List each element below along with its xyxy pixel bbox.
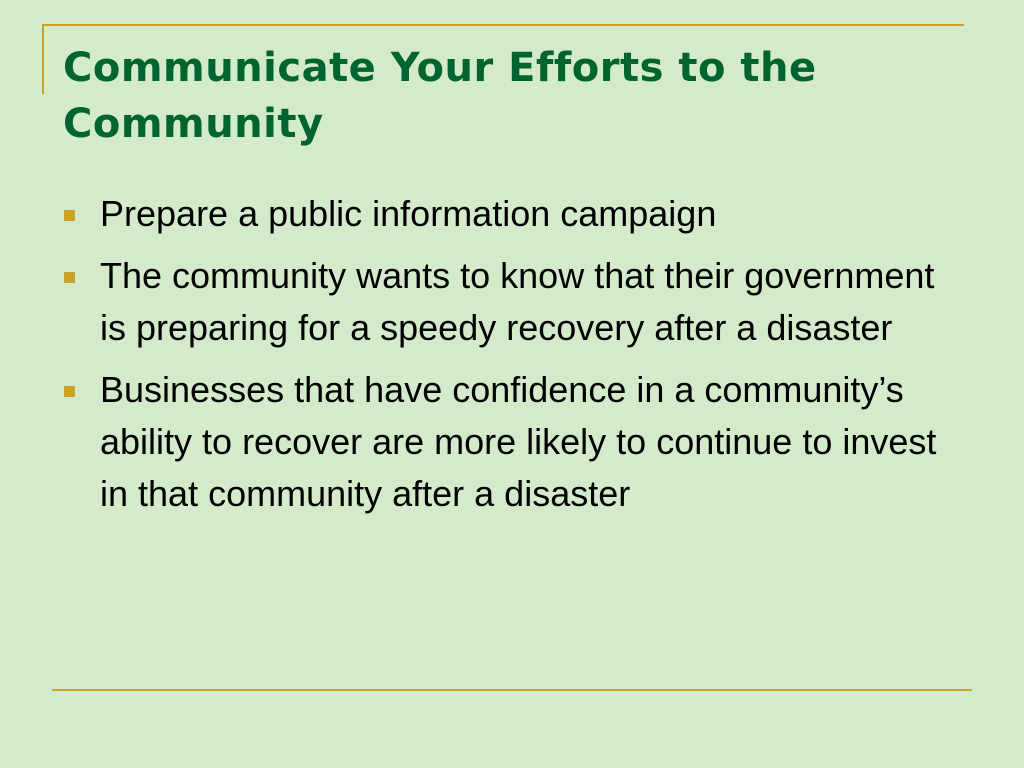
left-accent-rule <box>42 24 44 94</box>
bullet-text: The community wants to know that their government is preparing for a speedy recovery after a disaster <box>100 255 935 348</box>
slide-title: Communicate Your Efforts to the Community <box>63 45 817 147</box>
bullet-list <box>62 188 962 530</box>
bullet-text: Prepare a public information campaign <box>100 193 717 234</box>
square-bullet-icon <box>64 210 75 221</box>
top-accent-rule <box>42 24 964 26</box>
bullet-item <box>62 188 962 240</box>
square-bullet-icon <box>64 386 75 397</box>
bullet-item <box>62 364 962 520</box>
square-bullet-icon <box>64 272 75 283</box>
bullet-item <box>62 250 962 354</box>
bullet-text: Businesses that have confidence in a community’s ability to recover are more likely to continue to invest in that community after a disaster <box>100 369 937 514</box>
bottom-accent-rule <box>52 689 972 691</box>
